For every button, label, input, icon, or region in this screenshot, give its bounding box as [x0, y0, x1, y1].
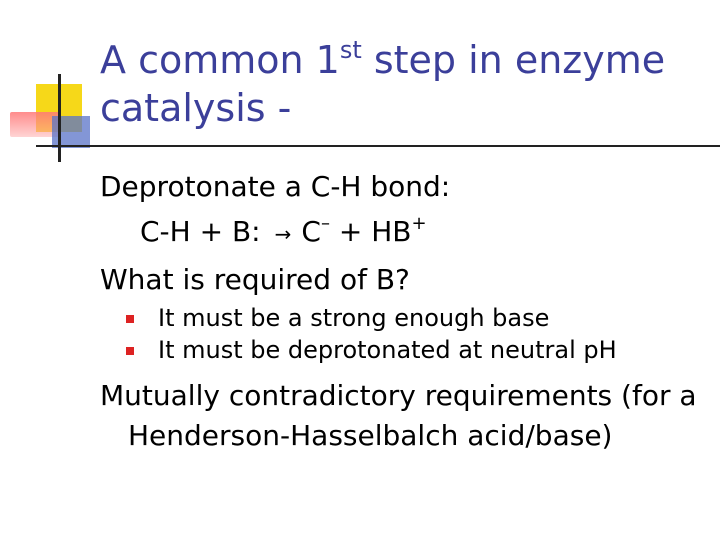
title-line1-part1: A common 1 [100, 38, 340, 82]
intro-text: Deprotonate a C-H bond: [100, 170, 451, 203]
list-item [126, 334, 710, 366]
title-superscript: st [339, 36, 362, 64]
question-text: What is required of B? [100, 263, 410, 296]
reaction-equation [100, 209, 710, 257]
slide-title [100, 36, 700, 132]
equation-sup-minus: – [320, 213, 330, 234]
bullet-text: It must be deprotonated at neutral pH [158, 336, 617, 364]
bullet-square-icon [126, 315, 134, 323]
equation-sup-plus: + [411, 213, 427, 234]
conclusion-text: Mutually contradictory requirements (for a Henderson-Hasselbalch acid/base) [100, 379, 697, 452]
list-item [126, 302, 710, 334]
title-line2: catalysis - [100, 86, 292, 130]
decor-horizontal-line [36, 145, 720, 147]
equation-right-mid: + HB [329, 215, 412, 248]
slide-body [100, 164, 710, 456]
title-line1-part2: step in enzyme [361, 38, 666, 82]
equation-left: C-H + B: [140, 215, 261, 248]
bullet-text: It must be a strong enough base [158, 304, 550, 332]
decor-vertical-line [58, 74, 61, 162]
bullet-square-icon [126, 347, 134, 355]
reaction-arrow-icon: → [274, 222, 292, 246]
requirement-list [100, 302, 710, 366]
equation-right-base: C [301, 215, 321, 248]
